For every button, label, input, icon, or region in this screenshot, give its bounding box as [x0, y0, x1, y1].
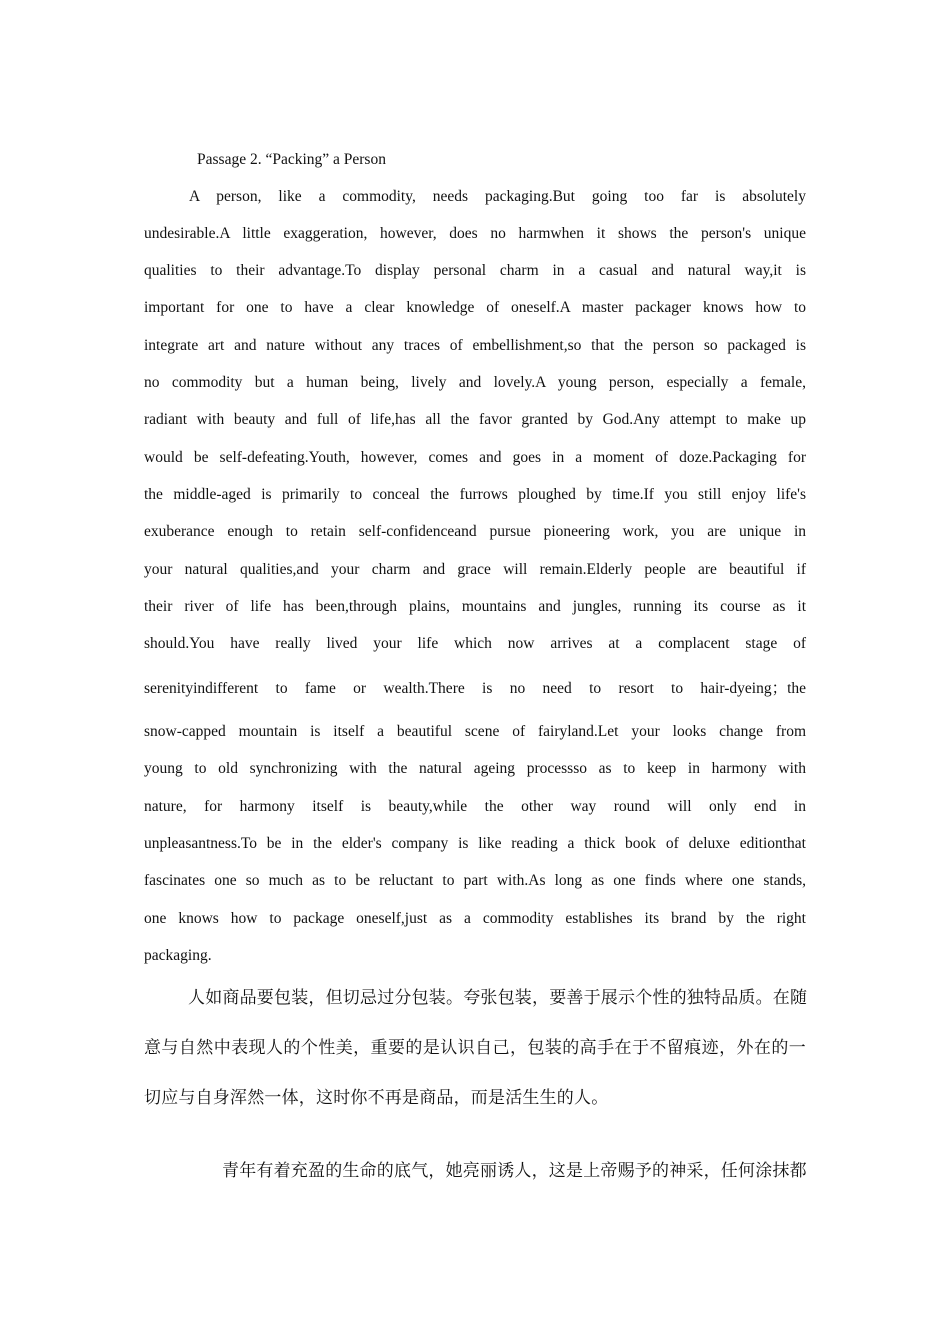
passage-title: Passage 2. “Packing” a Person [197, 151, 386, 168]
english-text-line: one knows how to package oneself,just as a commodity establishes its brand by the right [144, 910, 806, 927]
english-text-line: A person, like a commodity, needs packaging.But going too far is absolutely [189, 188, 806, 205]
chinese-text-line: 切应与自身浑然一体，这时你不再是商品，而是活生生的人。 [144, 1088, 609, 1108]
english-text-line: no commodity but a human being, lively and lovely.A young person, especially a female, [144, 374, 806, 391]
english-text-line: nature, for harmony itself is beauty,while the other way round will only end in [144, 798, 806, 815]
english-text-line: snow-capped mountain is itself a beautiful scene of fairyland.Let your looks change from [144, 723, 806, 740]
chinese-text-line: 人如商品要包装，但切忌过分包装。夸张包装，要善于展示个性的独特品质。在随 [188, 988, 808, 1008]
chinese-text-line: 意与自然中表现人的个性美，重要的是认识自己，包装的高手在于不留痕迹，外在的一 [144, 1038, 806, 1058]
chinese-text-line: 青年有着充盈的生命的底气，她亮丽诱人，这是上帝赐予的神采，任何涂抹都 [222, 1161, 807, 1181]
english-text-line: fascinates one so much as to be reluctant to part with.As long as one finds where one stands, [144, 872, 806, 889]
english-text-line: unpleasantness.To be in the elder's company is like reading a thick book of deluxe editionthat [144, 835, 806, 852]
english-text-line: the middle-aged is primarily to conceal the furrows ploughed by time.If you still enjoy life's [144, 486, 806, 503]
english-text-line: young to old synchronizing with the natural ageing processso as to keep in harmony with [144, 760, 806, 777]
english-text-line: qualities to their advantage.To display personal charm in a casual and natural way,it is [144, 262, 806, 279]
english-text-line: their river of life has been,through plains, mountains and jungles, running its course as it [144, 598, 806, 615]
english-text-line: should.You have really lived your life which now arrives at a complacent stage of [144, 635, 806, 652]
english-text-line: exuberance enough to retain self-confidenceand pursue pioneering work, you are unique in [144, 523, 806, 540]
english-text-line: important for one to have a clear knowledge of oneself.A master packager knows how to [144, 299, 806, 316]
english-text-line: integrate art and nature without any traces of embellishment,so that the person so packaged is [144, 337, 806, 354]
english-text-line: packaging. [144, 947, 212, 964]
english-text-line: serenityindifferent to fame or wealth.There is no need to resort to hair-dyeing；the [144, 680, 806, 697]
english-text-line: undesirable.A little exaggeration, however, does no harmwhen it shows the person's unique [144, 225, 806, 242]
english-text-line: would be self-defeating.Youth, however, comes and goes in a moment of doze.Packaging for [144, 449, 806, 466]
english-text-line: your natural qualities,and your charm and grace will remain.Elderly people are beautiful if [144, 561, 806, 578]
english-text-line: radiant with beauty and full of life,has all the favor granted by God.Any attempt to make up [144, 411, 806, 428]
